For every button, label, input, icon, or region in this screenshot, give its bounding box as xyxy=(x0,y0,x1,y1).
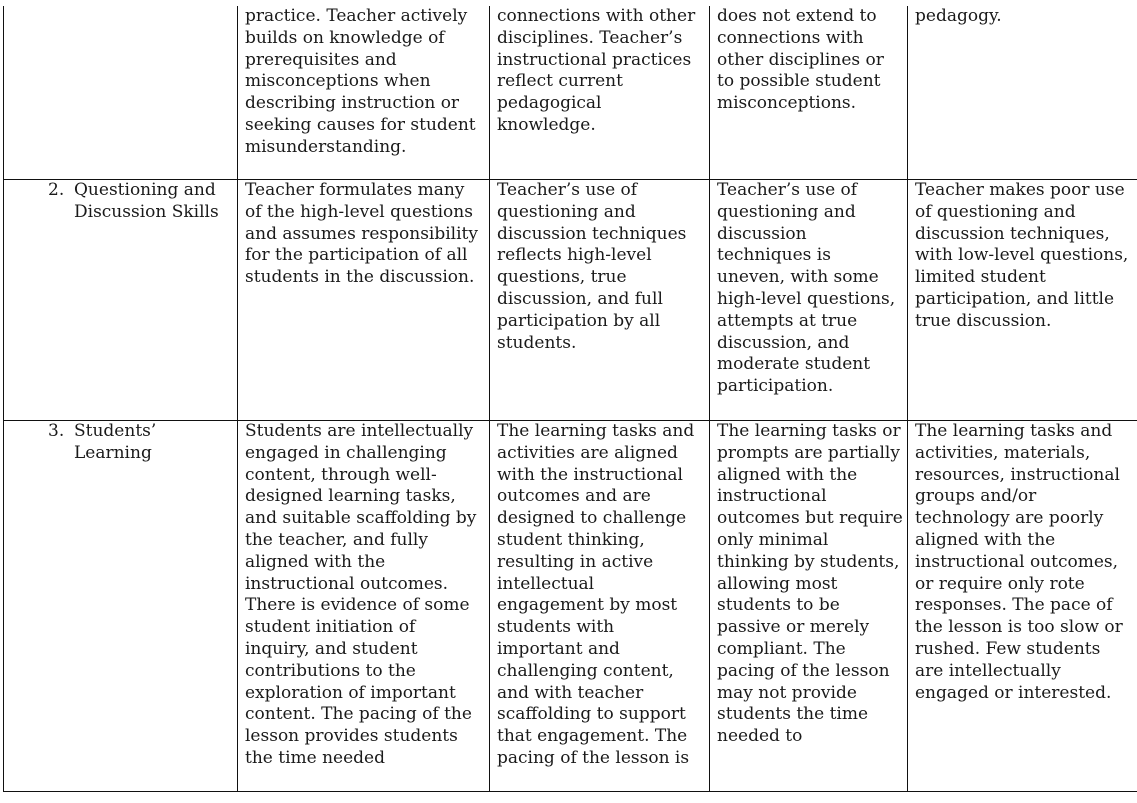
table-row xyxy=(4,421,1137,792)
distinguished-text: practice. Teacher actively builds on knowledge of prerequisites and misconceptions when describing instruction or seeking causes for student misunderstanding. xyxy=(245,6,476,157)
distinguished-cell xyxy=(238,6,490,180)
basic-text: The learning tasks or prompts are partially aligned with the instructional outcomes but require only minimal thinking by students, allowing most students to be passive or merely compliant. The pacing of the lesson may not provide students the time needed to xyxy=(717,421,903,747)
table-row xyxy=(4,6,1137,180)
distinguished-text: Teacher formulates many of the high-level questions and assumes responsibility for the participation of all students in the discussion. xyxy=(245,180,478,288)
basic-cell xyxy=(710,180,908,421)
table-row xyxy=(4,180,1137,421)
unsatisfactory-cell xyxy=(908,421,1137,792)
rubric-table xyxy=(3,6,1137,792)
distinguished-cell xyxy=(238,180,490,421)
component-number: 3. xyxy=(48,421,65,441)
proficient-text: The learning tasks and activities are aligned with the instructional outcomes and are designed to challenge student thinking, resulting in active intellectual engagement by most students with important and challenging content, and with teacher scaffolding to support that engagement. The pacing of the lesson is xyxy=(497,421,695,768)
unsatisfactory-cell xyxy=(908,180,1137,421)
distinguished-text: Students are intellectually engaged in challenging content, through well-designed learning tasks, and suitable scaffolding by the teacher, and fully aligned with the instructional outcomes. There is evidence of some student initiation of inquiry, and student contributions to the exploration of important content. The pacing of the lesson provides students the time needed xyxy=(245,421,477,768)
basic-cell xyxy=(710,6,908,180)
component-title: Students’ Learning xyxy=(74,421,157,463)
proficient-cell xyxy=(490,180,710,421)
basic-text: Teacher’s use of questioning and discussion techniques is uneven, with some high-level questions, attempts at true discussion, and moderate student participation. xyxy=(717,180,896,397)
distinguished-cell xyxy=(238,421,490,792)
component-cell xyxy=(4,180,238,421)
component-title: Questioning and Discussion Skills xyxy=(74,180,219,222)
proficient-text: connections with other disciplines. Teacher’s instructional practices reflect current pedagogical knowledge. xyxy=(497,6,696,135)
unsatisfactory-text: The learning tasks and activities, materials, resources, instructional groups and/or technology are poorly aligned with the instructional outcomes, or require only rote responses. The pace of the lesson is too slow or rushed. Few students are intellectually engaged or interested. xyxy=(915,421,1123,703)
unsatisfactory-text: pedagogy. xyxy=(915,6,1002,26)
proficient-cell xyxy=(490,6,710,180)
component-number: 2. xyxy=(48,180,65,200)
basic-cell xyxy=(710,421,908,792)
unsatisfactory-text: Teacher makes poor use of questioning and discussion techniques, with low-level questions, limited student participation, and little true discussion. xyxy=(915,180,1129,331)
component-cell xyxy=(4,421,238,792)
proficient-text: Teacher’s use of questioning and discussion techniques reflects high-level questions, true discussion, and full participation by all students. xyxy=(497,180,687,353)
proficient-cell xyxy=(490,421,710,792)
unsatisfactory-cell xyxy=(908,6,1137,180)
basic-text: does not extend to connections with other disciplines or to possible student misconceptions. xyxy=(717,6,884,114)
component-cell xyxy=(4,6,238,180)
